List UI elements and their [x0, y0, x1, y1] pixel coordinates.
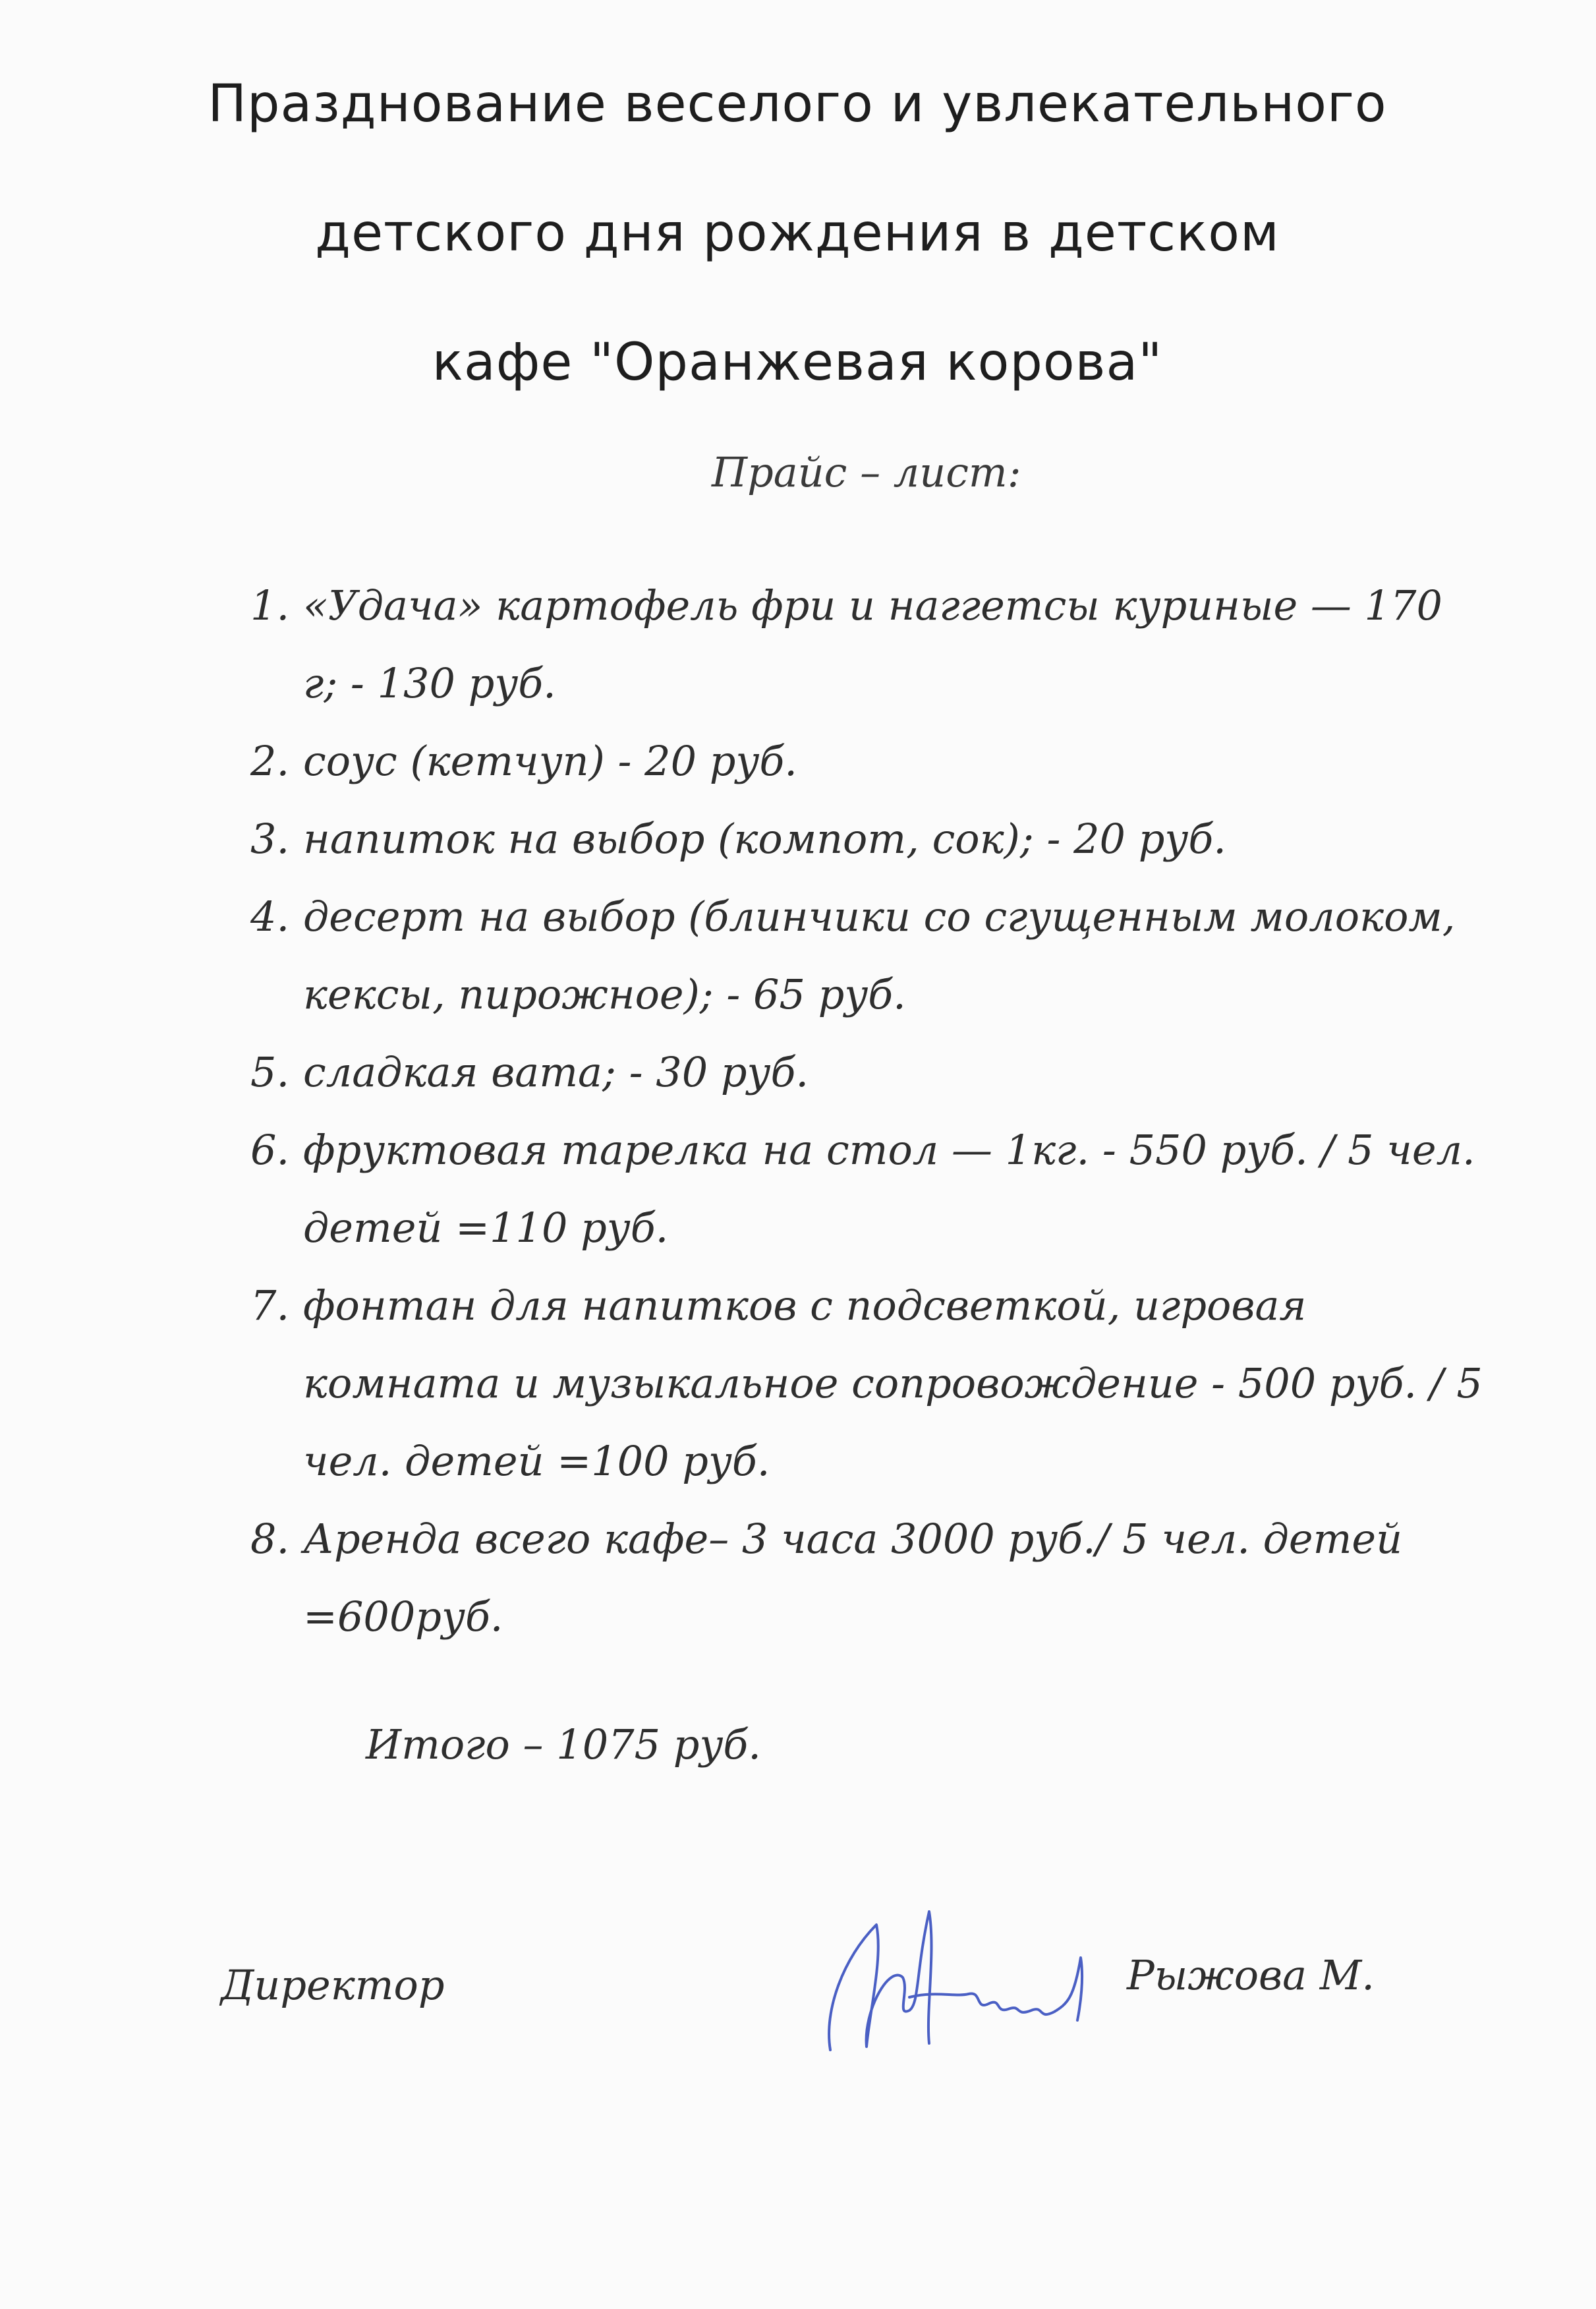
item-text: соус (кетчуп) - 20 руб.: [303, 737, 797, 785]
item-text: «Удача» картофель фри и наггетсы куриные — 170 г; - 130 руб.: [303, 581, 1442, 707]
list-item: [250, 1267, 1489, 1500]
list-item: [250, 722, 1489, 800]
price-list: [250, 567, 1489, 1656]
item-number: 3.: [250, 815, 290, 863]
item-text: Аренда всего кафе– 3 часа 3000 руб./ 5 чел. детей =600руб.: [303, 1515, 1403, 1641]
item-text: десерт на выбор (блинчики со сгущенным молоком, кексы, пирожное); - 65 руб.: [303, 892, 1456, 1018]
item-text: фонтан для напитков с подсветкой, игровая комната и музыкальное сопровождение - 500 руб. / 5 чел. детей =100 руб.: [303, 1281, 1483, 1485]
item-number: 5.: [250, 1048, 290, 1096]
item-text: фруктовая тарелка на стол — 1кг. - 550 руб. / 5 чел. детей =110 руб.: [303, 1126, 1475, 1252]
list-item: [250, 878, 1489, 1034]
title-line-3: кафе "Оранжевая корова": [432, 333, 1163, 392]
signer-position: Директор: [221, 1961, 445, 2009]
item-number: 8.: [250, 1515, 290, 1563]
list-item: [250, 1034, 1489, 1111]
item-text: напиток на выбор (компот, сок); - 20 руб.: [303, 815, 1226, 863]
item-number: 4.: [250, 892, 290, 941]
handwritten-signature: [804, 1898, 1120, 2070]
title-line-1: Празднование веселого и увлекательного: [208, 74, 1387, 134]
item-number: 2.: [250, 737, 290, 785]
item-text: сладкая вата; - 30 руб.: [303, 1048, 809, 1096]
total-amount: Итого – 1075 руб.: [366, 1720, 761, 1768]
document-title: [132, 40, 1463, 427]
item-number: 6.: [250, 1126, 290, 1174]
signer-name: Рыжова М.: [1127, 1951, 1375, 1999]
list-item: [250, 567, 1489, 722]
title-line-2: детского дня рождения в детском: [315, 204, 1280, 263]
list-item: [250, 1500, 1489, 1656]
price-list-heading: Прайс – лист:: [712, 448, 1021, 496]
item-number: 7.: [250, 1281, 290, 1330]
item-number: 1.: [250, 581, 290, 629]
list-item: [250, 800, 1489, 878]
list-item: [250, 1111, 1489, 1267]
